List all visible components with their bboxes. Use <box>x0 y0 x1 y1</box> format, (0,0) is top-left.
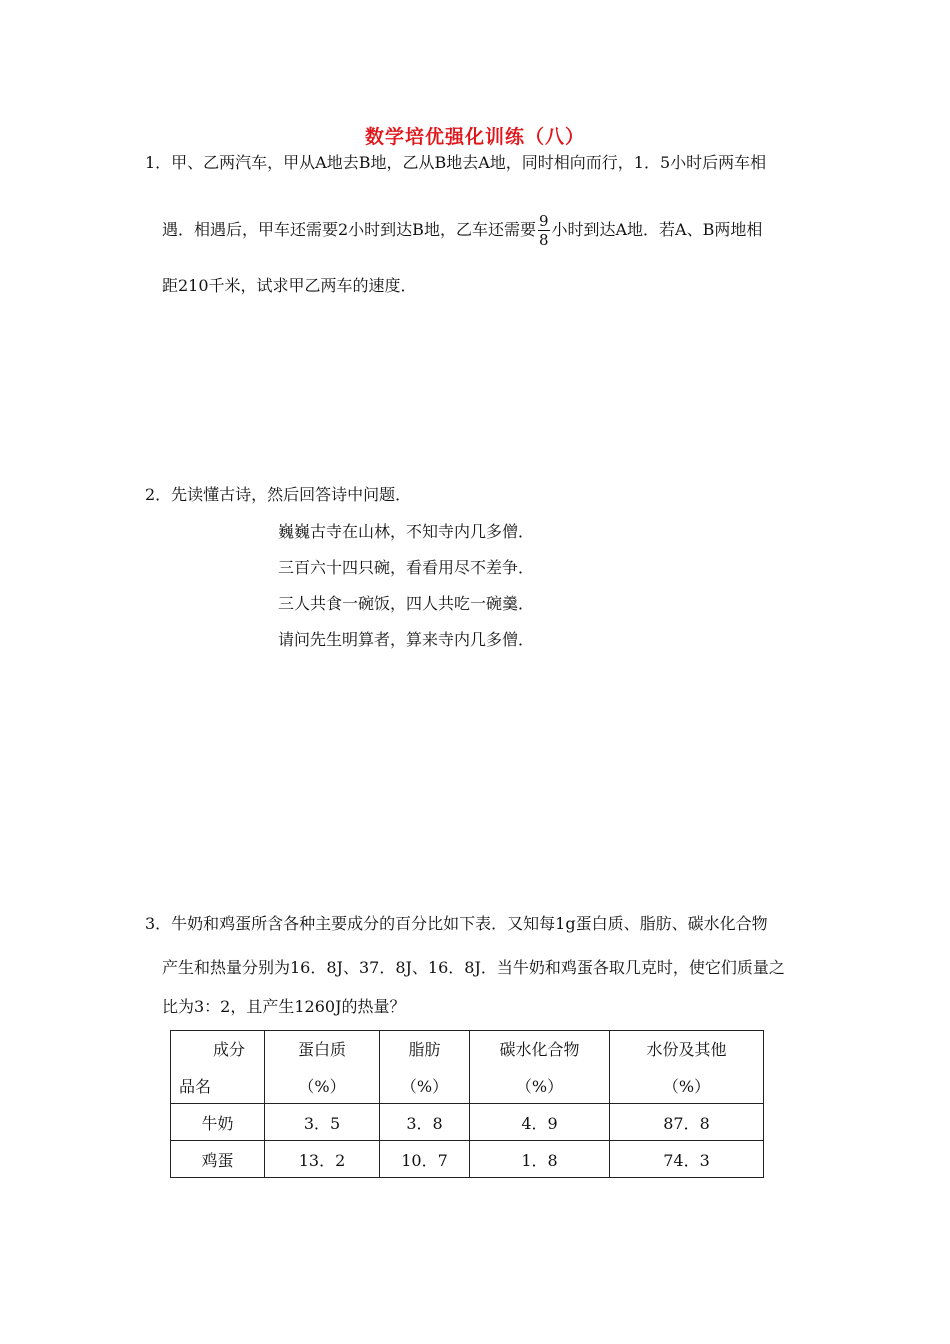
fraction-numerator: 9 <box>538 212 549 230</box>
q3-line-1: 3．牛奶和鸡蛋所含各种主要成分的百分比如下表．又知每1g蛋白质、脂肪、碳水化合物 <box>145 914 768 933</box>
q1-line-1: 1．甲、乙两汽车，甲从A地去B地，乙从B地去A地，同时相向而行，1．5小时后两车相 <box>145 153 767 172</box>
table-cell: 87．8 <box>610 1104 764 1141</box>
nutrition-table <box>170 1030 764 1178</box>
corner-label-item: 品名 <box>179 1077 212 1096</box>
table-cell: 3．5 <box>265 1104 380 1141</box>
row-label: 鸡蛋 <box>171 1141 265 1178</box>
header-name: 脂肪 <box>408 1040 441 1059</box>
header-unit: （%） <box>400 1077 449 1096</box>
table-corner-cell <box>171 1031 265 1104</box>
table-header-cell <box>265 1031 380 1104</box>
table-cell: 74．3 <box>610 1141 764 1178</box>
q1-line-2-after: 小时到达A地．若A、B两地相 <box>551 220 763 239</box>
table-cell: 3．8 <box>380 1104 470 1141</box>
table-cell: 4．9 <box>470 1104 610 1141</box>
q1-line-2 <box>162 210 762 250</box>
header-name: 碳水化合物 <box>499 1040 580 1059</box>
table-cell: 1．8 <box>470 1141 610 1178</box>
table-cell: 10．7 <box>380 1141 470 1178</box>
table-header-cell <box>610 1031 764 1104</box>
table-header-cell <box>470 1031 610 1104</box>
header-unit: （%） <box>298 1077 346 1096</box>
corner-label-component: 成分 <box>213 1040 246 1059</box>
header-name: 水份及其他 <box>646 1040 727 1059</box>
table-header-row <box>171 1031 764 1104</box>
poem-line-4: 请问先生明算者，算来寺内几多僧． <box>278 630 535 649</box>
page-title: 数学培优强化训练（八） <box>364 126 585 148</box>
q3-line-3: 比为3：2，且产生1260J的热量？ <box>162 997 406 1016</box>
poem-line-2: 三百六十四只碗，看看用尽不差争． <box>278 558 535 577</box>
poem-line-3: 三人共食一碗饭，四人共吃一碗羹． <box>278 594 535 613</box>
fraction-denominator: 8 <box>538 231 549 249</box>
poem-line-1: 巍巍古寺在山林，不知寺内几多僧． <box>278 522 535 541</box>
q3-line-2: 产生和热量分别为16．8J、37．8J、16．8J．当牛奶和鸡蛋各取几克时，使它们质量之 <box>162 958 785 977</box>
table-row <box>171 1104 764 1141</box>
header-unit: （%） <box>515 1077 564 1096</box>
table-row <box>171 1141 764 1178</box>
row-label: 牛奶 <box>171 1104 265 1141</box>
fraction-nine-eighths <box>538 212 550 249</box>
q1-line-3: 距210千米，试求甲乙两车的速度． <box>162 276 417 295</box>
table-cell: 13．2 <box>265 1141 380 1178</box>
table-header-cell <box>380 1031 470 1104</box>
header-name: 蛋白质 <box>297 1040 346 1059</box>
q1-line-2-before: 遇．相遇后，甲车还需要2小时到达B地，乙车还需要 <box>162 220 536 239</box>
q2-intro: 2．先读懂古诗，然后回答诗中问题． <box>145 485 412 504</box>
header-unit: （%） <box>662 1077 711 1096</box>
